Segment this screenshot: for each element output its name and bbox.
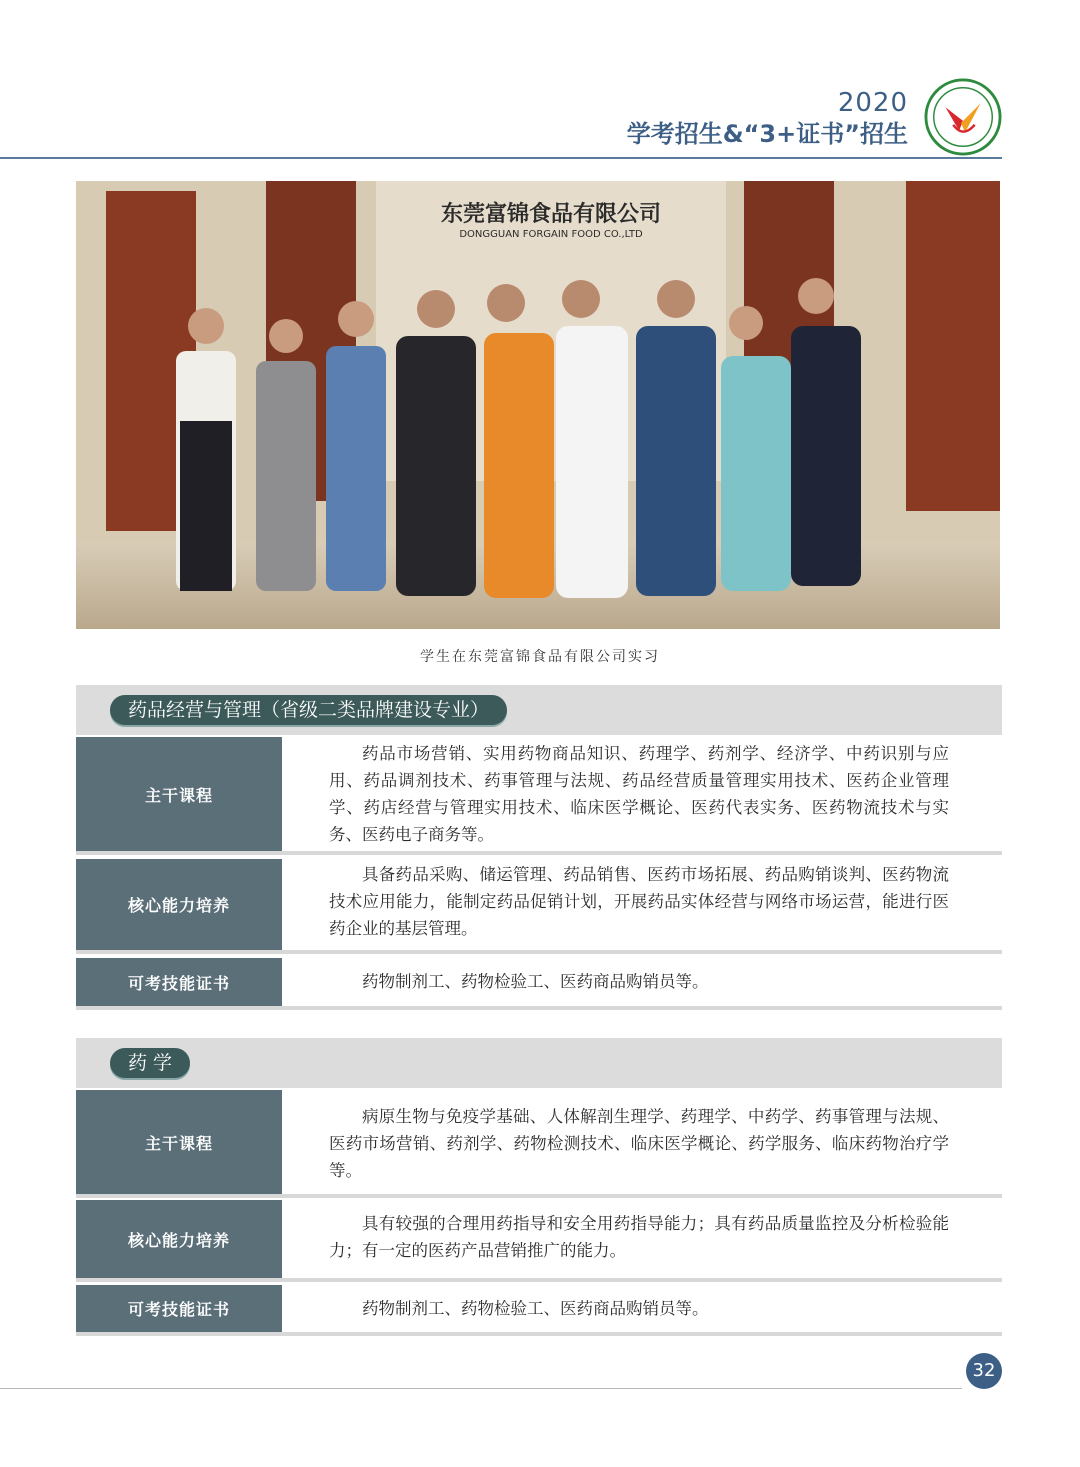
table-row xyxy=(76,859,1002,954)
footer-divider xyxy=(0,1388,962,1389)
table-row xyxy=(76,1285,1002,1336)
header-year: 2020 xyxy=(837,88,908,118)
page-number: 32 xyxy=(966,1353,1002,1389)
row-text: 病原生物与免疫学基础、人体解剖生理学、药理学、中药学、药事管理与法规、医药市场营销、药剂学、药物检测技术、临床医学概论、药学服务、临床药物治疗学等。 xyxy=(329,1107,949,1180)
row-text: 具有较强的合理用药指导和安全用药指导能力；具有药品质量监控及分析检验能力；有一定的医药产品营销推广的能力。 xyxy=(329,1214,949,1260)
section-title-drug-management: 药品经营与管理（省级二类品牌建设专业） xyxy=(110,695,507,725)
table-row xyxy=(76,1090,1002,1198)
row-text: 药品市场营销、实用药物商品知识、药理学、药剂学、经济学、中药识别与应用、药品调剂技术、药事管理与法规、药品经营质量管理实用技术、医药企业管理学、药店经营与管理实用技术、临床医学概论、医药代表实务、医药物流技术与实务、医药电子商务等。 xyxy=(329,744,949,844)
row-text: 药物制剂工、药物检验工、医药商品购销员等。 xyxy=(362,1299,709,1318)
header-title: 学考招生&“3+证书”招生 xyxy=(626,120,908,148)
header-divider xyxy=(0,157,1002,159)
section-bar-pharmacy xyxy=(76,1038,1002,1088)
table-row xyxy=(76,958,1002,1010)
row-label: 可考技能证书 xyxy=(76,1285,282,1332)
row-label: 核心能力培养 xyxy=(76,859,282,950)
school-emblem-icon xyxy=(924,78,1002,156)
row-text: 药物制剂工、药物检验工、医药商品购销员等。 xyxy=(362,972,709,991)
row-label: 主干课程 xyxy=(76,1090,282,1194)
table-row xyxy=(76,737,1002,855)
page-header xyxy=(0,0,1080,160)
row-label: 核心能力培养 xyxy=(76,1200,282,1278)
photo-sign-cn: 东莞富锦食品有限公司 xyxy=(440,202,662,227)
table-row xyxy=(76,1200,1002,1282)
photo-caption: 学生在东莞富锦食品有限公司实习 xyxy=(420,649,660,665)
photo-sign-en: DONGGUAN FORGAIN FOOD CO.,LTD xyxy=(459,229,643,240)
row-text: 具备药品采购、储运管理、药品销售、医药市场拓展、药品购销谈判、医药物流技术应用能力，能制定药品促销计划，开展药品实体经营与网络市场运营，能进行医药企业的基层管理。 xyxy=(329,865,949,938)
row-label: 主干课程 xyxy=(76,737,282,851)
group-photo xyxy=(76,181,1000,629)
row-label: 可考技能证书 xyxy=(76,958,282,1006)
section-title-pharmacy: 药 学 xyxy=(110,1048,190,1078)
section-bar-drug-management xyxy=(76,685,1002,735)
